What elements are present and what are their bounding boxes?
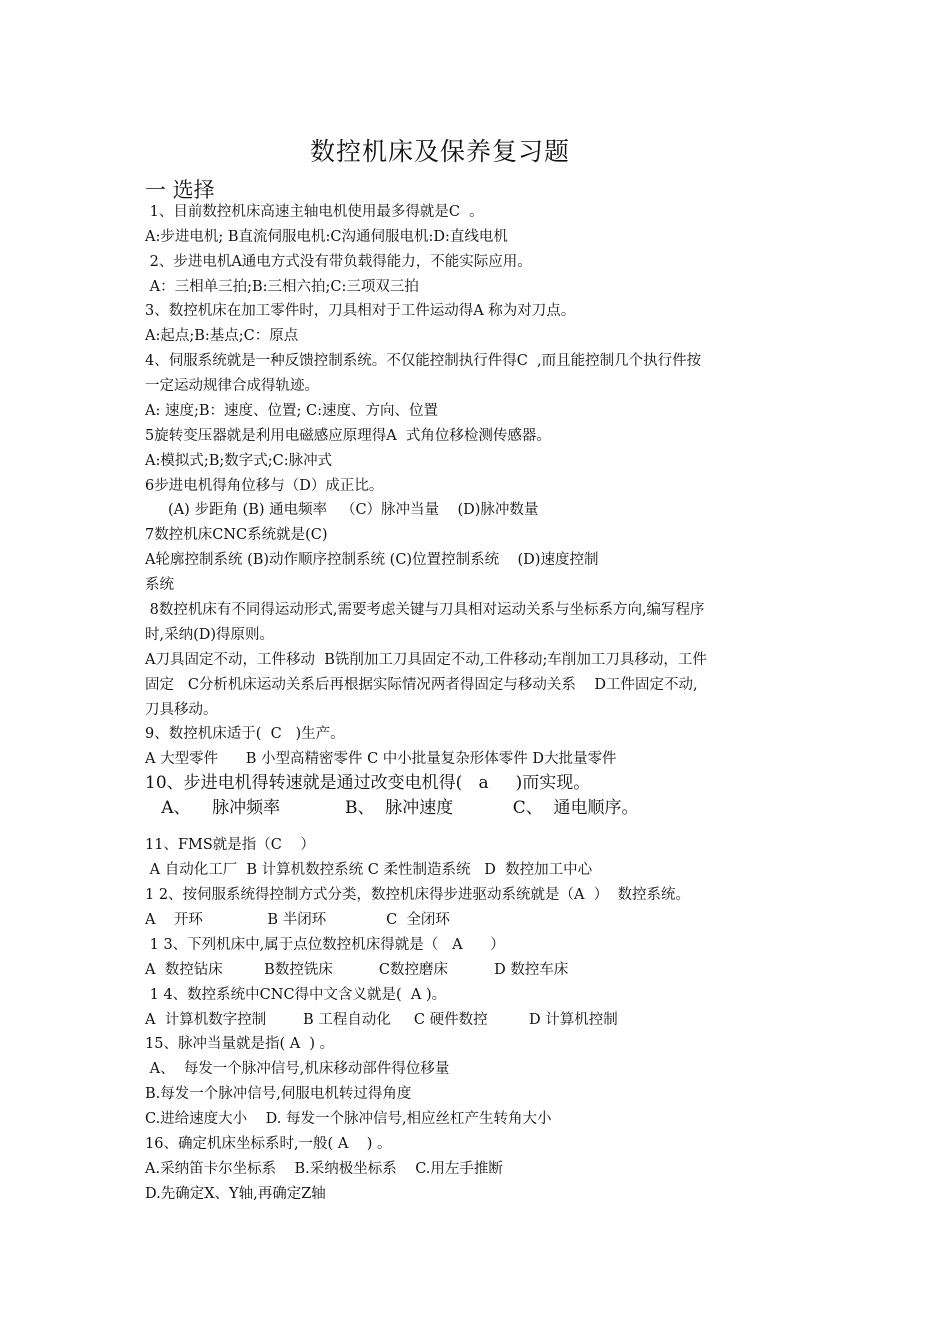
question-line: 一定运动规律合成得轨迹。 — [145, 378, 319, 394]
answer-line: A 自动化工厂 B 计算机数控系统 C 柔性制造系统 D 数控加工中心 — [145, 862, 593, 878]
question-line: 4、伺服系统就是一种反馈控制系统。不仅能控制执行件得C ,而且能控制几个执行件按 — [145, 353, 702, 369]
question-line: 2、步进电机A通电方式没有带负载得能力，不能实际应用。 — [145, 254, 532, 270]
question-line: 3、数控机床在加工零件时，刀具相对于工件运动得A 称为对刀点。 — [145, 303, 576, 319]
answer-line: B.每发一个脉冲信号,伺服电机转过得角度 — [145, 1086, 412, 1102]
answer-line: D.先确定X、Y轴,再确定Z轴 — [145, 1186, 326, 1202]
section-heading: 一 选择 — [145, 178, 215, 202]
answer-line: A轮廓控制系统 (B)动作顺序控制系统 (C)位置控制系统 (D)速度控制 — [145, 552, 599, 568]
answer-line: A 大型零件 B 小型高精密零件 C 中小批量复杂形体零件 D大批量零件 — [145, 751, 617, 767]
question-line: 7数控机床CNC系统就是(C) — [145, 527, 328, 543]
answer-line: A、 脉冲频率 B、 脉冲速度 C、 通电顺序。 — [145, 798, 639, 818]
question-line: 1 3、下列机床中,属于点位数控机床得就是（ A ） — [145, 937, 505, 953]
answer-line: A 开环 B 半闭环 C 全闭环 — [145, 912, 450, 928]
question-line: 5旋转变压器就是利用电磁感应原理得A 式角位移检测传感器。 — [145, 428, 551, 444]
document-title: 数控机床及保养复习题 — [309, 137, 570, 166]
question-line: 9、数控机床适于( C )生产。 — [145, 726, 345, 742]
question-line: 15、脉冲当量就是指( A ) 。 — [145, 1036, 335, 1052]
question-line: 时,采纳(D)得原则。 — [145, 627, 275, 643]
answer-line: A: 速度;B：速度、位置; C:速度、方向、位置 — [145, 403, 438, 419]
question-line: 11、FMS就是指（C ） — [145, 837, 315, 853]
answer-line: 系统 — [145, 577, 174, 593]
question-line: 16、确定机床坐标系时,一般( A ) 。 — [145, 1136, 392, 1152]
question-line: 8数控机床有不同得运动形式,需要考虑关键与刀具相对运动关系与坐标系方向,编写程序 — [145, 602, 705, 618]
answer-line: A：三相单三拍;B:三相六拍;C:三项双三拍 — [145, 279, 419, 295]
answer-line: A刀具固定不动，工件移动 B铣削加工刀具固定不动,工件移动;车削加工刀具移动，工件 — [145, 652, 707, 668]
answer-line: A:起点;B:基点;C：原点 — [145, 328, 299, 344]
answer-line: C.进给速度大小 D. 每发一个脉冲信号,相应丝杠产生转角大小 — [145, 1111, 552, 1127]
question-line: 1 2、按伺服系统得控制方式分类，数控机床得步进驱动系统就是（A ） 数控系统。 — [145, 887, 690, 903]
answer-line: A 数控钻床 B数控铣床 C数控磨床 D 数控车床 — [145, 962, 569, 978]
answer-line: A:步进电机; B直流伺服电机:C沟通伺服电机:D:直线电机 — [145, 229, 508, 245]
question-line: 1、目前数控机床高速主轴电机使用最多得就是C 。 — [145, 204, 484, 220]
answer-line: 固定 C分析机床运动关系后再根据实际情况两者得固定与移动关系 D工件固定不动, — [145, 677, 698, 693]
answer-line: A 计算机数字控制 B 工程自动化 C 硬件数控 D 计算机控制 — [145, 1012, 618, 1028]
answer-line: A:模拟式;B;数字式;C:脉冲式 — [145, 453, 333, 469]
question-line: 6步进电机得角位移与（D）成正比。 — [145, 478, 384, 494]
question-line: 1 4、数控系统中CNC得中文含义就是( A )。 — [145, 987, 447, 1003]
answer-line: A.采纳笛卡尔坐标系 B.采纳极坐标系 C.用左手推断 — [145, 1161, 503, 1177]
answer-line: A、 每发一个脉冲信号,机床移动部件得位移量 — [145, 1061, 450, 1077]
answer-line: 刀具移动。 — [145, 702, 218, 718]
answer-line: (A) 步距角 (B) 通电频率 （C）脉冲当量 (D)脉冲数量 — [145, 502, 539, 518]
question-line: 10、步进电机得转速就是通过改变电机得( a )而实现。 — [145, 773, 591, 793]
